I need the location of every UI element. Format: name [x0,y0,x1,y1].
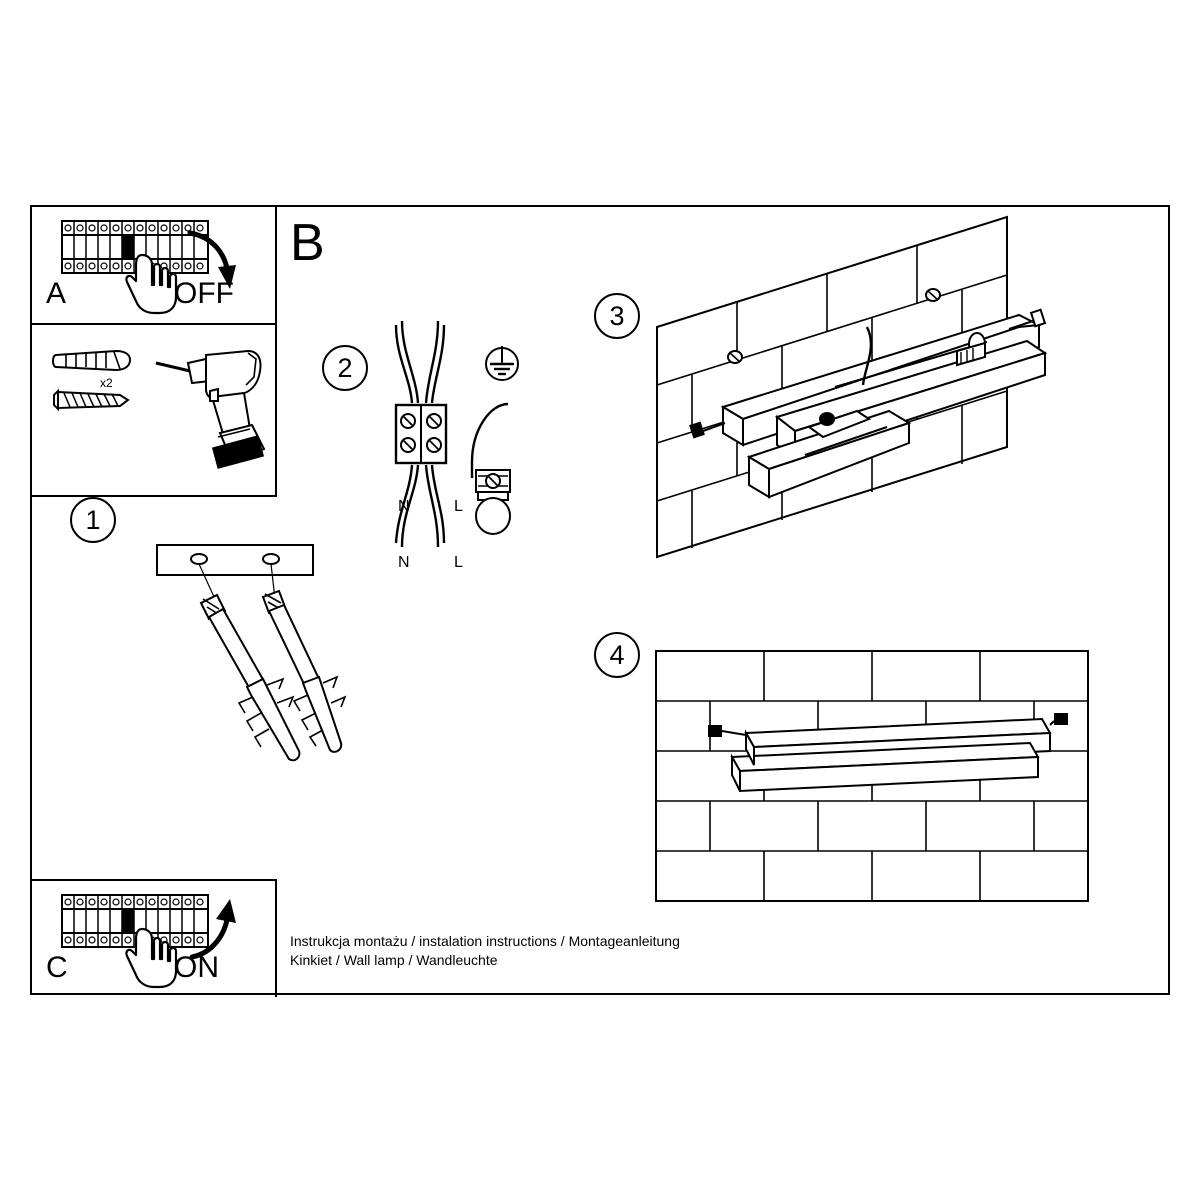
breaker-on-panel [32,879,277,997]
terminal-label-n-top: N [398,498,410,515]
step-1-number: 1 [70,497,116,543]
drill-and-anchors-panel [32,325,277,497]
caption-line-1: Instrukcja montażu / instalation instructions / Montageanleitung [290,933,680,949]
caption-line-2: Kinkiet / Wall lamp / Wandleuchte [290,952,498,968]
section-letter-b: B [290,214,325,272]
breaker-off-panel [32,207,277,325]
lamp-holder-icon [464,382,544,547]
panel-c-action-label: ON [174,951,219,984]
step-4-finished [654,647,1094,907]
power-drill-icon [152,337,270,477]
screw-icon [50,387,135,415]
instruction-sheet [30,205,1170,995]
step-4-number: 4 [594,632,640,678]
panel-a-letter: A [46,277,67,310]
panel-c-letter: C [46,951,68,984]
terminal-label-l-top: L [454,498,463,515]
wall-plug-icon [50,345,135,379]
step-3-attach-fixture [627,207,1087,587]
step-2-number: 2 [322,345,368,391]
terminal-label-l-bottom: L [454,554,463,571]
step-3-number: 3 [594,293,640,339]
panel-a-action-label: OFF [174,277,234,310]
step-1-mount-anchors [127,537,357,797]
terminal-label-n-bottom: N [398,554,410,571]
quantity-label: x2 [100,376,113,390]
